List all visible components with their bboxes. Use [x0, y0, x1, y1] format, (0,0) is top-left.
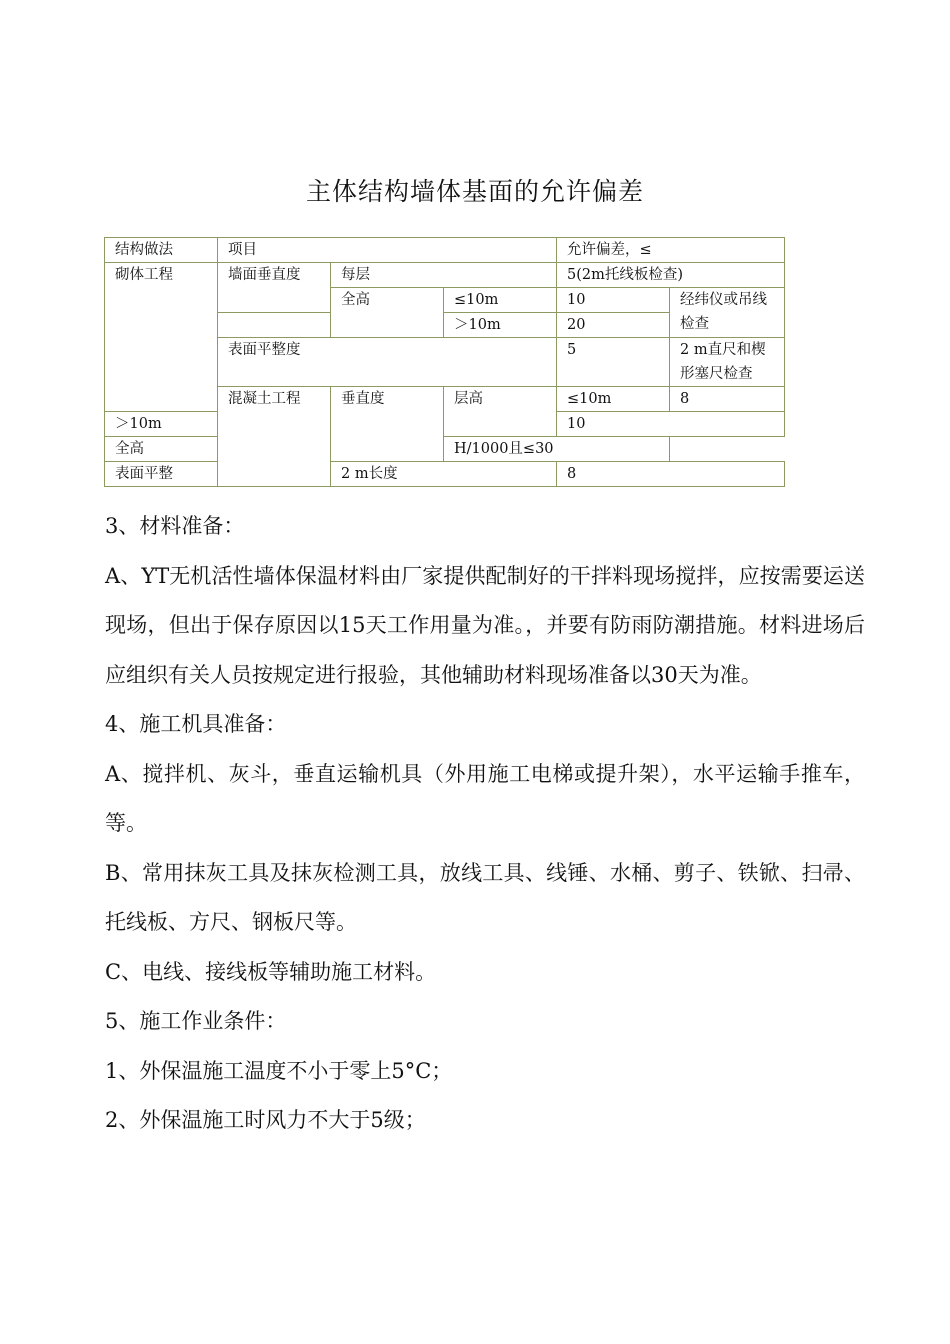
table-cell: 表面平整	[105, 462, 218, 487]
section-heading: 5、施工作业条件：	[105, 1009, 287, 1033]
table-cell: 10	[557, 412, 785, 437]
paragraph: 2、外保温施工时风力不大于5级；	[105, 1108, 426, 1132]
table-cell: 墙面垂直度	[218, 263, 331, 313]
tolerance-table	[104, 237, 785, 487]
body-text	[105, 502, 865, 1146]
table-cell: 8	[670, 387, 785, 412]
table-row	[105, 462, 785, 487]
table-cell: 2 m长度	[331, 462, 557, 487]
table-cell: 全高	[331, 288, 444, 338]
table-cell: 混凝土工程	[218, 387, 331, 487]
table-cell: ≤10m	[444, 288, 557, 313]
table-cell: H/1000且≤30	[444, 437, 670, 462]
table-cell: ＞10m	[444, 313, 557, 338]
paragraph: 1、外保温施工温度不小于零上5°C；	[105, 1058, 453, 1083]
table-cell: ≤10m	[557, 387, 670, 412]
table-cell: 表面平整度	[218, 338, 557, 387]
table-cell	[218, 313, 331, 338]
table-cell: 允许偏差，≤	[557, 238, 785, 263]
table-cell: 砌体工程	[105, 263, 218, 412]
table-row	[105, 263, 785, 288]
table-cell: 结构做法	[105, 238, 218, 263]
table-cell: 垂直度	[331, 387, 444, 462]
paragraph: B、常用抹灰工具及抹灰检测工具，放线工具、线锤、水桶、剪子、铁锨、扫帚、托线板、方尺、钢板尺等。	[105, 860, 865, 934]
table-cell: 每层	[331, 263, 557, 288]
paragraph: A、搅拌机、灰斗，垂直运输机具（外用施工电梯或提升架），水平运输手推车，等。	[105, 761, 865, 835]
table-cell: 项目	[218, 238, 557, 263]
table-cell: ＞10m	[105, 412, 218, 437]
table-cell: 5(2m托线板检查)	[557, 263, 785, 288]
table-cell: 8	[557, 462, 785, 487]
table-row	[105, 238, 785, 263]
section-heading: 3、材料准备：	[105, 514, 245, 538]
table-row	[105, 437, 785, 462]
table-cell: 20	[557, 313, 670, 338]
table-cell: 全高	[105, 437, 331, 462]
table-cell: 10	[557, 288, 670, 313]
page-title: 主体结构墙体基面的允许偏差	[305, 177, 644, 206]
paragraph: C、电线、接线板等辅助施工材料。	[105, 959, 437, 984]
table-cell: 5	[557, 338, 670, 387]
paragraph: A、YT无机活性墙体保温材料由厂家提供配制好的干拌料现场搅拌，应按需要运送现场，但出于保存原因以15天工作用量为准。，并要有防雨防潮措施。材料进场后应组织有关人员按规定进行报验，其他辅助材料现场准备以30天为准。	[105, 563, 865, 687]
section-heading: 4、施工机具准备：	[105, 712, 287, 736]
table-cell: 2 m直尺和楔形塞尺检查	[670, 338, 785, 387]
table-cell: 层高	[444, 387, 557, 437]
table-cell: 经纬仪或吊线检查	[670, 288, 785, 338]
